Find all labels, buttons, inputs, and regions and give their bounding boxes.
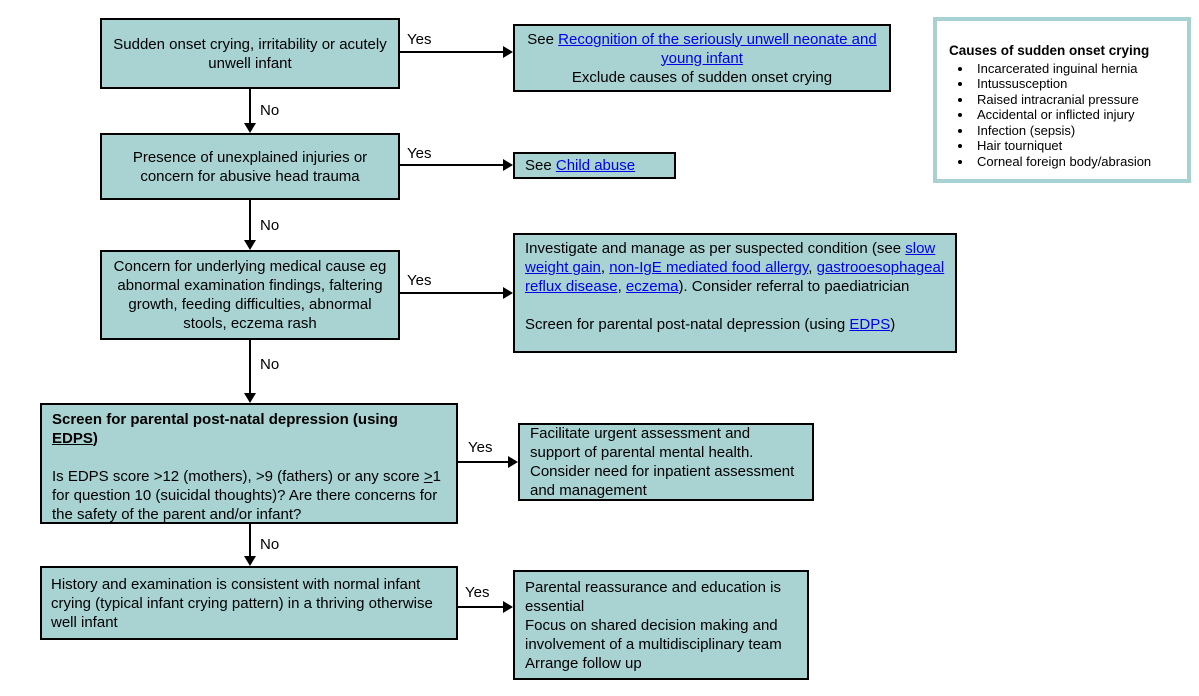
yes-label-2: Yes: [407, 145, 432, 162]
arrowhead-icon: [503, 601, 513, 613]
text-line: [530, 424, 802, 500]
text-segment: EDPS: [52, 430, 93, 447]
text-segment: ). Consider referral to paediatrician: [678, 278, 910, 295]
text-segment: Focus on shared decision making and involvement of a multidisciplinary team: [525, 617, 782, 653]
yes-label-1: Yes: [407, 31, 432, 48]
no-label-4: No: [260, 536, 280, 553]
action-seriously-unwell-neonate: [513, 24, 891, 92]
text-segment: Is EDPS score >12 (mothers), >9 (fathers) or any score: [52, 468, 424, 485]
no-label-2: No: [260, 217, 280, 234]
text-segment: Screen for parental post-natal depression (using: [525, 316, 850, 333]
cause-item: • Accidental or inflicted injury: [973, 107, 1177, 123]
action-child-abuse: [513, 152, 676, 179]
arrowhead-icon: [244, 123, 256, 133]
text-line: [110, 35, 390, 73]
text-line: [525, 616, 797, 654]
text-line: [519, 68, 885, 87]
text-segment: ,: [617, 278, 626, 295]
no-label-1: No: [260, 102, 280, 119]
inline-link[interactable]: Recognition of the seriously unwell neonate and young infant: [558, 30, 877, 67]
action-urgent-mental-health: [518, 423, 814, 501]
text-line: [112, 148, 388, 186]
causes-title: Causes of sudden onset crying: [949, 43, 1150, 58]
yes-label-3: Yes: [407, 272, 432, 289]
arrowhead-icon: [244, 393, 256, 403]
text-segment: See: [527, 30, 559, 48]
inline-link[interactable]: slow weight gain: [525, 240, 936, 276]
text-segment: ,: [808, 259, 817, 276]
text-segment: ): [92, 430, 98, 447]
arrow-yes-2: [400, 164, 511, 166]
inline-link[interactable]: Child abuse: [555, 157, 636, 174]
yes-label-5: Yes: [465, 584, 490, 601]
decision-unexplained-injuries: [100, 133, 400, 200]
text-line: [525, 315, 945, 334]
text-line: [112, 257, 388, 333]
text-segment: History and examination is consistent with normal infant crying (typical infant crying pattern) in a thriving otherwise well infant: [51, 575, 433, 631]
arrow-no-4: [249, 524, 251, 564]
arrowhead-icon: [503, 159, 513, 171]
arrow-yes-5: [458, 606, 511, 608]
arrow-no-1: [249, 89, 251, 131]
text-segment: 1 for question 10 (suicidal thoughts)? Are there concerns for the safety of the parent and/or infant?: [52, 468, 441, 523]
text-segment: See: [525, 157, 556, 174]
arrow-no-2: [249, 200, 251, 248]
arrowhead-icon: [244, 556, 256, 566]
action-parental-reassurance: [513, 570, 809, 680]
text-segment: Concern for underlying medical cause eg abnormal examination findings, faltering growth, feeding difficulties, abnormal stools, eczema rash: [113, 258, 387, 332]
decision-sudden-onset-crying: [100, 18, 400, 89]
text-line: [525, 654, 797, 673]
text-segment: Facilitate urgent assessment and support of parental mental health. Consider need for inpatient assessment and management: [530, 425, 795, 499]
text-line: [525, 156, 664, 175]
no-label-3: No: [260, 356, 280, 373]
inline-link[interactable]: gastrooesophageal reflux disease: [525, 259, 945, 295]
decision-underlying-medical-cause: [100, 250, 400, 340]
text-segment: ,: [600, 259, 610, 276]
cause-item: • Intussusception: [973, 76, 1177, 92]
text-segment: Investigate and manage as per suspected condition (see: [525, 240, 906, 257]
text-line: [52, 467, 446, 524]
text-segment: Parental reassurance and education is essential: [525, 579, 781, 615]
text-segment: Sudden onset crying, irritability or acutely unwell infant: [113, 35, 387, 72]
arrowhead-icon: [503, 46, 513, 58]
cause-item: • Incarcerated inguinal hernia: [973, 61, 1177, 77]
decision-normal-infant-crying: [40, 566, 458, 640]
text-segment: Arrange follow up: [525, 655, 642, 672]
arrow-no-3: [249, 340, 251, 401]
text-segment: ): [890, 316, 896, 333]
causes-list: [949, 61, 1177, 170]
inline-link[interactable]: non-IgE mediated food allergy: [609, 259, 809, 276]
text-segment: Presence of unexplained injuries or concern for abusive head trauma: [132, 148, 368, 185]
arrow-yes-4: [458, 461, 516, 463]
text-line: [519, 30, 885, 68]
text-line: [525, 296, 945, 315]
text-line: [525, 578, 797, 616]
text-line: [51, 575, 447, 632]
arrowhead-icon: [508, 456, 518, 468]
action-investigate-manage: [513, 233, 957, 353]
text-line: [52, 410, 446, 448]
text-line: [525, 239, 945, 296]
text-segment: Screen for parental post-natal depression (using: [52, 411, 398, 428]
arrowhead-icon: [244, 240, 256, 250]
yes-label-4: Yes: [468, 439, 493, 456]
inline-link[interactable]: eczema: [625, 278, 679, 295]
arrowhead-icon: [503, 287, 513, 299]
arrow-yes-3: [400, 292, 511, 294]
text-segment: >: [423, 468, 433, 485]
arrow-yes-1: [400, 51, 511, 53]
cause-item: • Hair tourniquet: [973, 138, 1177, 154]
cause-item: • Corneal foreign body/abrasion: [973, 154, 1177, 170]
cause-item: • Raised intracranial pressure: [973, 92, 1177, 108]
inline-link[interactable]: EDPS: [849, 316, 891, 333]
text-segment: Exclude causes of sudden onset crying: [571, 68, 833, 86]
decision-edps-screen: [40, 403, 458, 524]
causes-panel: [933, 17, 1191, 183]
cause-item: • Infection (sepsis): [973, 123, 1177, 139]
text-line: [52, 448, 446, 467]
